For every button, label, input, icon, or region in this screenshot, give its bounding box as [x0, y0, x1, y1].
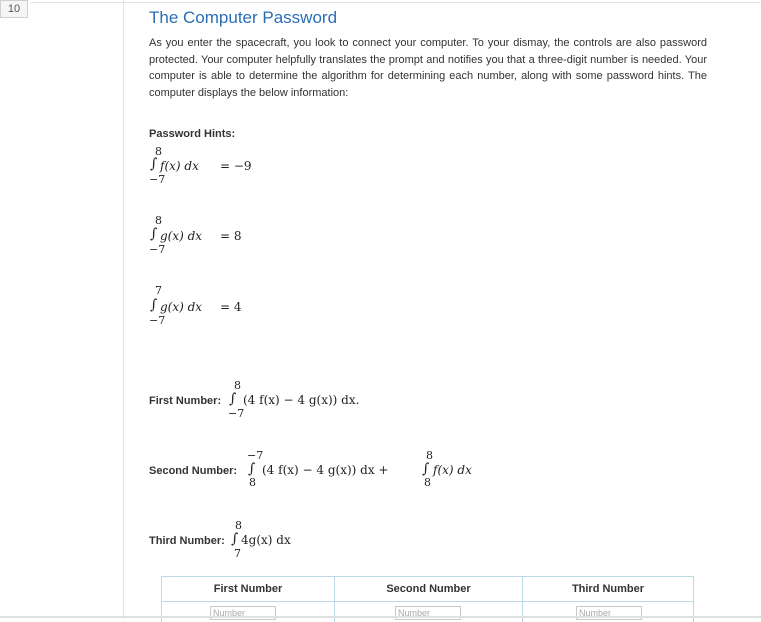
integral-sign: ∫ — [231, 531, 238, 547]
second-expression-2: f(x) dx — [433, 463, 472, 477]
column-header-first: First Number — [162, 577, 335, 602]
hint-2-lower-limit: −7 — [149, 244, 165, 256]
hint-3-result: = 4 — [220, 300, 242, 314]
page-title: The Computer Password — [149, 8, 337, 28]
third-lower-limit: 7 — [234, 548, 241, 560]
hint-1-result: = −9 — [220, 159, 252, 173]
integral-sign: ∫ — [229, 391, 236, 407]
hint-3-upper-limit: 7 — [155, 285, 162, 297]
question-number: 10 — [0, 0, 28, 18]
hint-1-upper-limit: 8 — [155, 146, 162, 158]
second-number-label: Second Number: — [149, 464, 237, 478]
integral-sign: ∫ — [422, 461, 429, 477]
second-expression-1: (4 f(x) − 4 g(x)) dx + — [262, 463, 388, 477]
integral-sign: ∫ — [150, 297, 157, 313]
second-upper-limit-1: −7 — [247, 450, 263, 462]
integral-sign: ∫ — [150, 226, 157, 242]
integral-sign: ∫ — [248, 461, 255, 477]
first-upper-limit: 8 — [234, 380, 241, 392]
third-expression: 4g(x) dx — [241, 533, 291, 547]
hint-3-integrand: g(x) dx — [160, 300, 202, 314]
hint-1-lower-limit: −7 — [149, 174, 165, 186]
top-divider — [30, 2, 761, 3]
hint-2-result: = 8 — [220, 229, 242, 243]
hint-1-integrand: f(x) dx — [160, 159, 199, 173]
hint-3-lower-limit: −7 — [149, 315, 165, 327]
gutter-divider — [123, 0, 124, 619]
first-expression: (4 f(x) − 4 g(x)) dx. — [243, 393, 359, 407]
first-lower-limit: −7 — [228, 408, 244, 420]
second-upper-limit-2: 8 — [426, 450, 433, 462]
hint-2-integrand: g(x) dx — [160, 229, 202, 243]
first-number-label: First Number: — [149, 394, 221, 408]
intro-paragraph: As you enter the spacecraft, you look to connect your computer. To your dismay, the controls are also password protected. Your computer helpfully translates the prompt and notifies you that a three-digit number is needed. Your computer is able to determine the algorithm for determining each number, along with some password hints. The computer displays the below information: — [149, 35, 707, 101]
third-number-label: Third Number: — [149, 534, 225, 548]
integral-sign: ∫ — [150, 156, 157, 172]
hint-2-upper-limit: 8 — [155, 215, 162, 227]
third-upper-limit: 8 — [235, 520, 242, 532]
column-header-third: Third Number — [523, 577, 694, 602]
second-lower-limit-2: 8 — [424, 477, 431, 489]
hints-heading: Password Hints: — [149, 128, 235, 140]
column-header-second: Second Number — [335, 577, 523, 602]
bottom-divider — [0, 616, 761, 618]
second-lower-limit-1: 8 — [249, 477, 256, 489]
